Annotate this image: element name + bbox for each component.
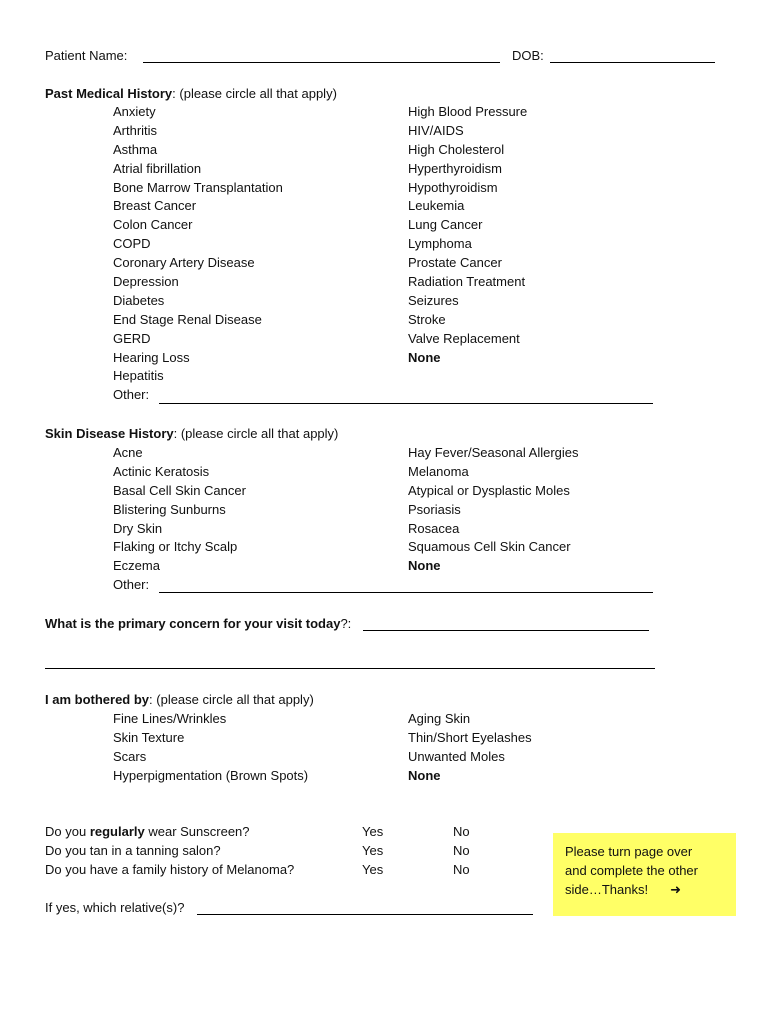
pmh-item[interactable]: Depression: [113, 274, 179, 290]
skin-item[interactable]: Melanoma: [408, 463, 469, 479]
pmh-other-field[interactable]: [159, 403, 653, 404]
pmh-item[interactable]: Hepatitis: [113, 368, 164, 384]
yes-option[interactable]: Yes: [362, 824, 384, 839]
bothered-item[interactable]: Thin/Short Eyelashes: [408, 729, 532, 745]
pmh-item[interactable]: Anxiety: [113, 104, 156, 119]
note-line-3: side…Thanks! ➜: [565, 882, 681, 897]
primary-concern-field[interactable]: [363, 630, 649, 631]
skin-item[interactable]: Acne: [113, 445, 143, 460]
bothered-item[interactable]: Scars: [113, 748, 147, 764]
pmh-item[interactable]: Seizures: [408, 292, 459, 308]
relatives-field[interactable]: [197, 914, 533, 915]
pmh-heading: [45, 86, 337, 102]
skin-instruction: : (please circle all that apply): [173, 426, 339, 441]
turn-page-note: [553, 833, 736, 916]
skin-left-list: [113, 444, 246, 595]
skin-item[interactable]: Hay Fever/Seasonal Allergies: [408, 445, 579, 460]
bothered-item[interactable]: Hyperpigmentation (Brown Spots): [113, 767, 309, 783]
skin-other-label: Other:: [113, 577, 150, 593]
skin-other-field[interactable]: [159, 592, 653, 593]
patient-name-field[interactable]: [143, 62, 500, 63]
pmh-instruction: : (please circle all that apply): [172, 86, 337, 101]
pmh-item[interactable]: Coronary Artery Disease: [113, 255, 255, 271]
pmh-item[interactable]: Hearing Loss: [113, 349, 190, 365]
pmh-item[interactable]: Hypothyroidism: [408, 179, 498, 195]
pmh-item[interactable]: Lung Cancer: [408, 217, 483, 233]
bothered-item[interactable]: Skin Texture: [113, 729, 185, 745]
pmh-left-list: [113, 103, 283, 405]
patient-name-label: Patient Name:: [45, 48, 128, 63]
yes-option[interactable]: Yes: [362, 861, 384, 877]
dob-field[interactable]: [550, 62, 715, 63]
bothered-item[interactable]: Fine Lines/Wrinkles: [113, 711, 227, 726]
skin-item[interactable]: Atypical or Dysplastic Moles: [408, 482, 570, 498]
note-line-2: and complete the other: [565, 863, 698, 878]
bothered-instruction: : (please circle all that apply): [149, 692, 314, 707]
dob-label: DOB:: [512, 48, 544, 63]
questions-list: [45, 823, 294, 880]
yes-column: [362, 823, 383, 880]
primary-concern-field-2[interactable]: [45, 668, 655, 669]
skin-item[interactable]: Eczema: [113, 558, 160, 574]
pmh-item[interactable]: Prostate Cancer: [408, 255, 502, 271]
bothered-title: I am bothered by: [45, 692, 150, 707]
pmh-right-list: [408, 103, 527, 367]
question-melanoma-history: Do you have a family history of Melanoma?: [45, 861, 295, 877]
pmh-none-option[interactable]: None: [408, 349, 441, 365]
question-tanning: Do you tan in a tanning salon?: [45, 842, 221, 858]
skin-item[interactable]: Dry Skin: [113, 520, 163, 536]
primary-concern-suffix: ?:: [340, 616, 352, 631]
skin-item[interactable]: Blistering Sunburns: [113, 501, 226, 517]
pmh-item[interactable]: Breast Cancer: [113, 198, 197, 214]
bothered-none-option[interactable]: None: [408, 767, 441, 783]
skin-item[interactable]: Psoriasis: [408, 501, 461, 517]
primary-concern-question: [45, 616, 351, 632]
bothered-item[interactable]: Aging Skin: [408, 711, 471, 726]
pmh-item[interactable]: HIV/AIDS: [408, 122, 464, 138]
relatives-label: If yes, which relative(s)?: [45, 900, 185, 915]
pmh-title: Past Medical History: [45, 86, 173, 101]
skin-item[interactable]: Rosacea: [408, 520, 460, 536]
pmh-other-label: Other:: [113, 387, 150, 403]
skin-none-option[interactable]: None: [408, 558, 441, 574]
skin-right-list: [408, 444, 579, 576]
question-sunscreen: Do you regularly wear Sunscreen?: [45, 824, 250, 839]
pmh-item[interactable]: Leukemia: [408, 198, 465, 214]
yes-option[interactable]: Yes: [362, 842, 384, 858]
skin-item[interactable]: Basal Cell Skin Cancer: [113, 482, 246, 498]
no-option[interactable]: No: [453, 842, 470, 858]
pmh-item[interactable]: High Cholesterol: [408, 141, 505, 157]
pmh-item[interactable]: Arthritis: [113, 122, 158, 138]
pmh-item[interactable]: GERD: [113, 330, 151, 346]
skin-heading: [45, 426, 338, 442]
pmh-item[interactable]: High Blood Pressure: [408, 104, 528, 119]
no-option[interactable]: No: [453, 861, 470, 877]
pmh-item[interactable]: Atrial fibrillation: [113, 160, 202, 176]
skin-title: Skin Disease History: [45, 426, 174, 441]
skin-item[interactable]: Squamous Cell Skin Cancer: [408, 539, 571, 555]
note-line-1: Please turn page over: [565, 844, 693, 859]
pmh-item[interactable]: Colon Cancer: [113, 217, 193, 233]
skin-item[interactable]: Actinic Keratosis: [113, 463, 210, 479]
bothered-item[interactable]: Unwanted Moles: [408, 748, 505, 764]
bothered-right-list: [408, 710, 532, 786]
pmh-item[interactable]: Asthma: [113, 141, 158, 157]
bothered-left-list: [113, 710, 308, 786]
pmh-item[interactable]: Stroke: [408, 311, 446, 327]
pmh-item[interactable]: Radiation Treatment: [408, 274, 526, 290]
bothered-heading: [45, 692, 314, 708]
primary-concern-label: What is the primary concern for your visit today: [45, 616, 341, 631]
pmh-item[interactable]: Bone Marrow Transplantation: [113, 179, 283, 195]
no-option[interactable]: No: [453, 824, 470, 839]
skin-item[interactable]: Flaking or Itchy Scalp: [113, 539, 238, 555]
arrow-right-icon: ➜: [670, 882, 681, 897]
no-column: [453, 823, 470, 880]
pmh-item[interactable]: Lymphoma: [408, 236, 472, 252]
pmh-item[interactable]: Diabetes: [113, 292, 165, 308]
pmh-item[interactable]: Valve Replacement: [408, 330, 520, 346]
pmh-item[interactable]: COPD: [113, 236, 151, 252]
pmh-item[interactable]: Hyperthyroidism: [408, 160, 502, 176]
pmh-item[interactable]: End Stage Renal Disease: [113, 311, 262, 327]
